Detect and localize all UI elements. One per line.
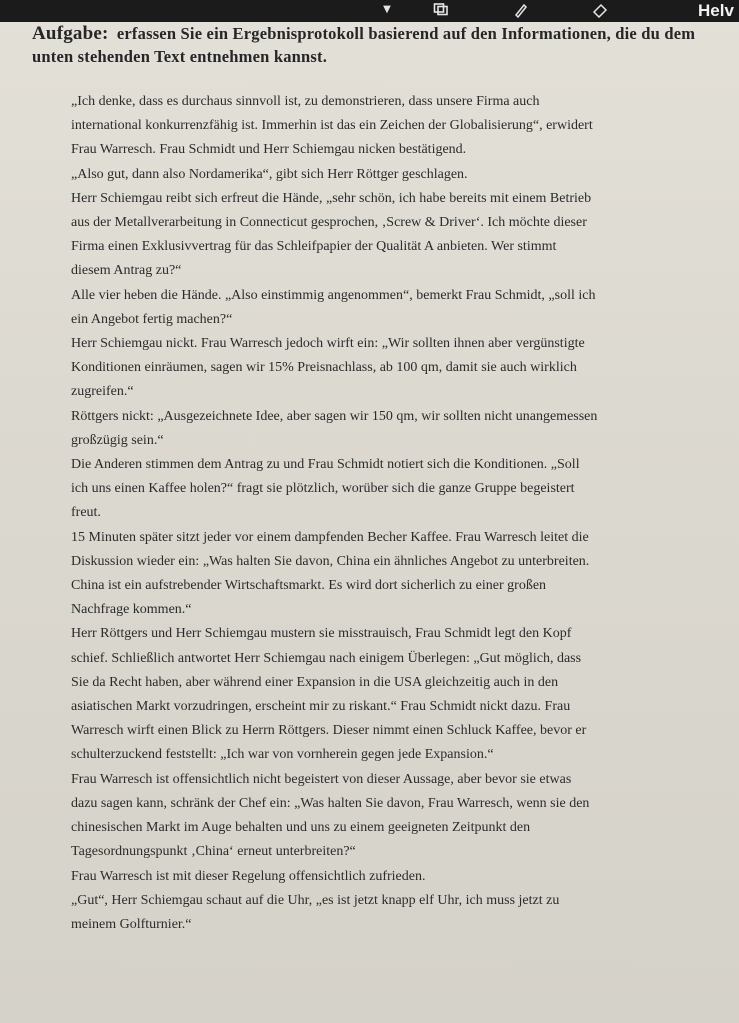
help-label[interactable]: Helv [698,1,734,20]
story-text [71,90,726,937]
text-line: 15 Minuten später sitzt jeder vor einem dampfenden Becher Kaffee. Frau Warresch leitet die [71,529,589,545]
text-line: Frau Warresch ist offensichtlich nicht begeistert von dieser Aussage, aber bevor sie etwas [71,771,572,787]
text-line: Tagesordnungspunkt ‚China‘ erneut unterbreiten?“ [71,844,356,860]
text-line: zugreifen.“ [71,384,134,400]
text-line: Firma einen Exklusivvertrag für das Schleifpapier der Qualität A anbieten. Wer stimmt [71,239,557,255]
text-line: schulterzuckend feststellt: „Ich war von vornherein gegen jede Expansion.“ [71,747,494,763]
text-line: Frau Warresch. Frau Schmidt und Herr Schiemgau nicken bestätigend. [71,142,467,158]
text-line: Die Anderen stimmen dem Antrag zu und Frau Schmidt notiert sich die Konditionen. „Soll [71,457,580,473]
text-line: ich uns einen Kaffee holen?“ fragt sie plötzlich, worüber sich die ganze Gruppe begeistert [71,481,575,497]
text-line: meinem Golfturnier.“ [71,916,192,932]
text-line: Diskussion wieder ein: „Was halten Sie davon, China ein ähnliches Angebot zu unterbreiten. [71,553,590,569]
text-line: ein Angebot fertig machen?“ [71,311,233,327]
text-line: „Also gut, dann also Nordamerika“, gibt sich Herr Röttger geschlagen. [71,166,468,182]
text-line: diesem Antrag zu?“ [71,263,182,279]
text-line: Konditionen einräumen, sagen wir 15% Preisnachlass, ab 100 qm, damit sie auch wirklich [71,360,577,376]
text-line: schief. Schließlich antwortet Herr Schiemgau nach einigem Überlegen: „Gut möglich, dass [71,650,582,666]
chevron-down-icon[interactable]: ▼ [383,4,391,15]
text-line: dazu sagen kann, schränk der Chef ein: „Was halten Sie davon, Frau Warresch, wenn sie den [71,795,590,811]
app-toolbar [0,0,739,22]
text-line: asiatischen Markt vorzudringen, erscheint mir zu riskant.“ Frau Schmidt nickt dazu. Frau [71,699,571,715]
text-line: Alle vier heben die Hände. „Also einstimmig angenommen“, bemerkt Frau Schmidt, „soll ich [71,287,596,303]
layers-icon[interactable] [432,2,450,18]
text-line: Nachfrage kommen.“ [71,602,192,618]
text-line: „Gut“, Herr Schiemgau schaut auf die Uhr, „es ist jetzt knapp elf Uhr, ich muss jetzt zu [71,892,560,908]
text-line: aus der Metallverarbeitung in Connecticut gesprochen, ‚Screw & Driver‘. Ich möchte dieser [71,215,587,231]
text-line: international konkurrenzfähig ist. Immerhin ist das ein Zeichen der Globalisierung“, erwidert [71,118,593,134]
text-line: Warresch wirft einen Blick zu Herrn Röttgers. Dieser nimmt einen Schluck Kaffee, bevor er [71,723,587,739]
text-line: Herr Schiemgau reibt sich erfreut die Hände, „sehr schön, ich habe bereits mit einem Betrieb [71,190,592,206]
task-label: Aufgabe: [32,23,109,44]
eraser-icon[interactable] [591,2,609,18]
task-text: erfassen Sie ein Ergebnisprotokoll basierend auf den Informationen, die du dem unten stehenden Text entnehmen kannst. [32,24,696,66]
text-line: großzügig sein.“ [71,432,164,448]
text-line: Herr Röttgers und Herr Schiemgau mustern sie misstrauisch, Frau Schmidt legt den Kopf [71,626,572,642]
task-instruction [32,22,712,68]
text-line: Röttgers nickt: „Ausgezeichnete Idee, aber sagen wir 150 qm, wir sollten nicht unangemessen [71,408,598,424]
text-line: Frau Warresch ist mit dieser Regelung offensichtlich zufrieden. [71,868,426,884]
text-line: chinesischen Markt im Auge behalten und uns zu einem geeigneten Zeitpunkt den [71,820,531,836]
text-line: „Ich denke, dass es durchaus sinnvoll ist, zu demonstrieren, dass unsere Firma auch [71,94,540,109]
pen-icon[interactable] [512,2,530,18]
text-line: China ist ein aufstrebender Wirtschaftsmarkt. Es wird dort sicherlich zu einer großen [71,578,547,594]
text-line: freut. [71,505,101,521]
text-line: Herr Schiemgau nickt. Frau Warresch jedoch wirft ein: „Wir sollten ihnen aber vergünstigte [71,336,585,352]
text-line: Sie da Recht haben, aber während einer Expansion in die USA gleichzeitig auch in den [71,674,559,690]
